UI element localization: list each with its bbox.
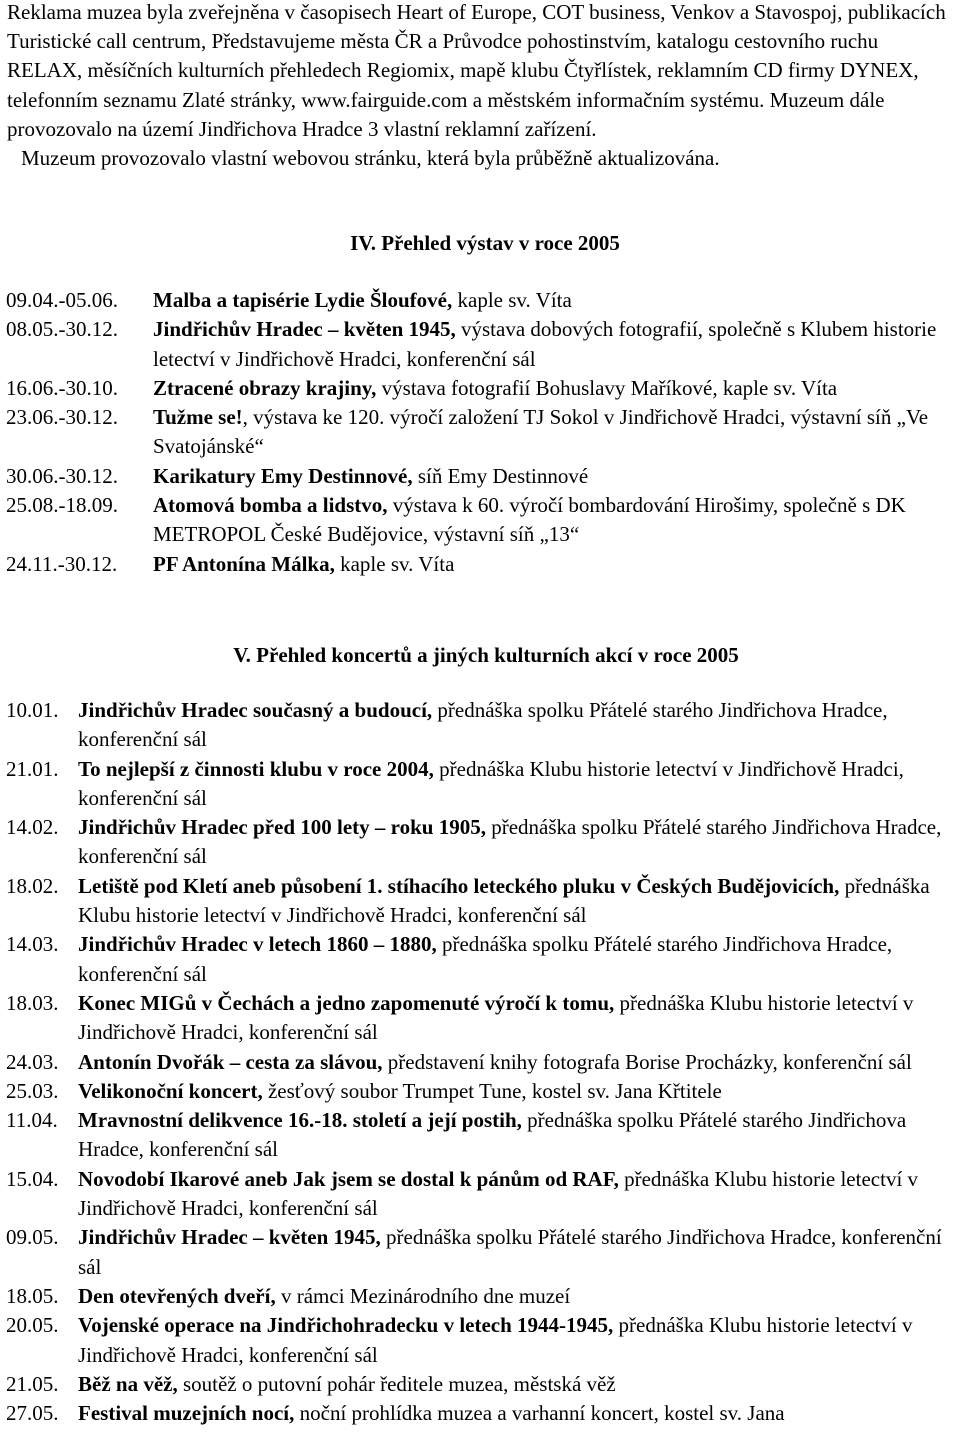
list-item: [6, 1106, 956, 1165]
entry-description: představení knihy fotografa Borise Procházky, konferenční sál: [382, 1049, 912, 1074]
entry-body: [78, 813, 956, 872]
entry-date: 21.05.: [6, 1371, 59, 1396]
entry-title: Festival muzejních nocí,: [78, 1401, 295, 1426]
entry-description: přednáška Klubu historie letectví v Jindřichově Hradci, konferenční sál: [78, 990, 914, 1045]
entry-body: [78, 696, 956, 755]
list-item: [6, 813, 956, 872]
entry-title: Jindřichův Hradec před 100 lety – roku 1905,: [78, 815, 486, 840]
entry-title: Velikonoční koncert,: [78, 1078, 263, 1103]
entry-description: žesťový soubor Trumpet Tune, kostel sv. Jana Křtitele: [262, 1078, 722, 1103]
entry-title: Jindřichův Hradec současný a budoucí,: [78, 698, 433, 722]
entry-body: [78, 1370, 956, 1399]
list-item: [6, 1223, 956, 1282]
entry-title: Jindřichův Hradec – květen 1945,: [78, 1225, 381, 1250]
entry-date: 20.05.: [6, 1313, 59, 1338]
entry-title: Ztracené obrazy krajiny,: [153, 375, 377, 400]
entry-date: 24.11.-30.12.: [6, 551, 118, 576]
entry-body: [153, 462, 956, 491]
entry-description: přednáška spolku Přátelé starého Jindřichova Hradce, konferenční sál: [78, 815, 942, 869]
entry-description: přednáška Klubu historie letectví v Jindřichově Hradci, konferenční sál: [78, 756, 904, 810]
entry-date: 09.05.: [6, 1225, 59, 1250]
list-item: [6, 1165, 956, 1224]
entry-date: 25.03.: [6, 1078, 59, 1103]
entry-date: 21.01.: [6, 756, 59, 781]
entry-description: přednáška spolku Přátelé starého Jindřichova Hradce, konferenční sál: [78, 698, 888, 752]
list-item: [6, 462, 956, 491]
list-item: [6, 550, 956, 579]
list-item: [6, 930, 956, 989]
entry-body: [78, 989, 956, 1048]
entry-date: 24.03.: [6, 1049, 59, 1074]
entry-description: přednáška spolku Přátelé starého Jindřichova Hradce, konferenční sál: [78, 1108, 907, 1162]
entry-title: Mravnostní delikvence 16.-18. století a její postih,: [78, 1108, 522, 1133]
entry-body: [78, 930, 956, 989]
entry-body: [153, 550, 956, 579]
list-item: [6, 1370, 956, 1399]
entry-description: noční prohlídka muzea a varhanní koncert, kostel sv. Jana: [294, 1401, 785, 1426]
entry-description: výstava fotografií Bohuslavy Maříkové, kaple sv. Víta: [376, 375, 838, 400]
entry-description: síň Emy Destinnové: [412, 463, 589, 488]
entry-date: 18.02.: [6, 873, 59, 898]
list-item: [6, 1311, 956, 1370]
list-item: [6, 1077, 956, 1106]
entry-date: 23.06.-30.12.: [6, 405, 118, 430]
section-heading-exhibitions: IV. Přehled výstav v roce 2005: [350, 231, 620, 255]
events-list: [6, 696, 956, 1428]
entry-description: v rámci Mezinárodního dne muzeí: [275, 1283, 571, 1308]
entry-body: [78, 1165, 956, 1224]
list-item: [6, 286, 956, 315]
entry-title: Antonín Dvořák – cesta za slávou,: [78, 1049, 383, 1074]
entry-description: výstava dobových fotografií, společně s Klubem historie letectví v Jindřichově Hradci, konferenční sál: [153, 317, 937, 371]
section-heading-concerts: V. Přehled koncertů a jiných kulturních akcí v roce 2005: [233, 643, 739, 667]
list-item: [6, 696, 956, 755]
entry-date: 14.02.: [6, 815, 59, 840]
exhibitions-list: [6, 286, 956, 579]
entry-title: To nejlepší z činnosti klubu v roce 2004,: [78, 756, 434, 781]
entry-body: [78, 755, 956, 814]
entry-body: [78, 1048, 956, 1077]
entry-body: [153, 403, 956, 462]
entry-body: [153, 286, 956, 315]
entry-body: [153, 315, 956, 374]
entry-body: [78, 1106, 956, 1165]
entry-description: , výstava ke 120. výročí založení TJ Sokol v Jindřichově Hradci, výstavní síň „Ve Svatojánské“: [153, 405, 929, 459]
entry-body: [153, 491, 956, 550]
list-item: [6, 374, 956, 403]
entry-title: Novodobí Ikarové aneb Jak jsem se dostal k pánům od RAF,: [78, 1166, 619, 1191]
entry-description: kaple sv. Víta: [452, 288, 572, 312]
entry-date: 09.04.-05.06.: [6, 288, 118, 312]
intro-paragraph-website: Muzeum provozovalo vlastní webovou stránku, která byla průběžně aktualizována.: [21, 146, 720, 171]
entry-body: [78, 872, 956, 931]
entry-description: výstava k 60. výročí bombardování Hirošimy, společně s DK METROPOL České Budějovice, výstavní síň „13“: [153, 493, 906, 547]
entry-date: 18.05.: [6, 1283, 59, 1308]
entry-date: 15.04.: [6, 1166, 59, 1191]
entry-date: 14.03.: [6, 932, 59, 957]
list-item: [6, 989, 956, 1048]
intro-text: [7, 0, 952, 173]
intro-paragraph-advertising: Reklama muzea byla zveřejněna v časopisech Heart of Europe, COT business, Venkov a Stavospoj, publikacích Turistické call centrum, Představujeme města ČR a Průvodce pohostinstvím, katalogu cestovního ruchu RELAX, měsíčních kulturních přehledech Regiomix, mapě klubu Čtyřlístek, reklamním CD firmy DYNEX, telefonním seznamu Zlaté stránky, www.fairguide.com a městském informačním systému. Muzeum dále provozovalo na území Jindřichova Hradce 3 vlastní reklamní zařízení.: [7, 0, 946, 141]
entry-date: 30.06.-30.12.: [6, 463, 118, 488]
entry-date: 11.04.: [6, 1108, 58, 1133]
entry-date: 27.05.: [6, 1401, 59, 1426]
entry-description: přednáška Klubu historie letectví v Jindřichově Hradci, konferenční sál: [78, 1313, 913, 1367]
list-item: [6, 315, 956, 374]
entry-body: [78, 1399, 956, 1428]
entry-date: 25.08.-18.09.: [6, 493, 118, 518]
entry-description: přednáška spolku Přátelé starého Jindřichova Hradce, konferenční sál: [78, 932, 893, 986]
list-item: [6, 755, 956, 814]
entry-title: Běž na věž,: [78, 1371, 178, 1396]
entry-body: [153, 374, 956, 403]
entry-body: [78, 1282, 956, 1311]
entry-body: [78, 1077, 956, 1106]
entry-description: soutěž o putovní pohár ředitele muzea, městská věž: [177, 1371, 616, 1396]
entry-date: 10.01.: [6, 698, 59, 722]
entry-date: 08.05.-30.12.: [6, 317, 118, 342]
entry-title: Malba a tapisérie Lydie Šloufové,: [153, 288, 453, 312]
entry-title: PF Antonína Málka,: [153, 551, 335, 576]
entry-title: Jindřichův Hradec – květen 1945,: [153, 317, 456, 342]
entry-description: přednáška Klubu historie letectví v Jindřichově Hradci, konferenční sál: [78, 1166, 919, 1221]
entry-title: Tužme se!: [153, 405, 243, 430]
entry-title: Karikatury Emy Destinnové,: [153, 463, 413, 488]
entry-title: Vojenské operace na Jindřichohradecku v letech 1944-1945,: [78, 1313, 614, 1338]
list-item: [6, 1282, 956, 1311]
entry-description: přednáška spolku Přátelé starého Jindřichova Hradce, konferenční sál: [78, 1225, 942, 1279]
list-item: [6, 1399, 956, 1428]
entry-title: Jindřichův Hradec v letech 1860 – 1880,: [78, 932, 437, 957]
entry-date: 16.06.-30.10.: [6, 375, 118, 400]
entry-date: 18.03.: [6, 990, 59, 1015]
list-item: [6, 1048, 956, 1077]
entry-body: [78, 1311, 956, 1370]
list-item: [6, 403, 956, 462]
list-item: [6, 872, 956, 931]
entry-title: Konec MIGů v Čechách a jedno zapomenuté výročí k tomu,: [78, 990, 615, 1015]
entry-title: Letiště pod Kletí aneb působení 1. stíhacího leteckého pluku v Českých Budějovicích,: [78, 873, 840, 898]
entry-body: [78, 1223, 956, 1282]
entry-description: kaple sv. Víta: [334, 551, 455, 576]
entry-title: Atomová bomba a lidstvo,: [153, 493, 388, 518]
entry-title: Den otevřených dveří,: [78, 1283, 276, 1308]
list-item: [6, 491, 956, 550]
entry-description: přednáška Klubu historie letectví v Jindřichově Hradci, konferenční sál: [78, 873, 930, 928]
